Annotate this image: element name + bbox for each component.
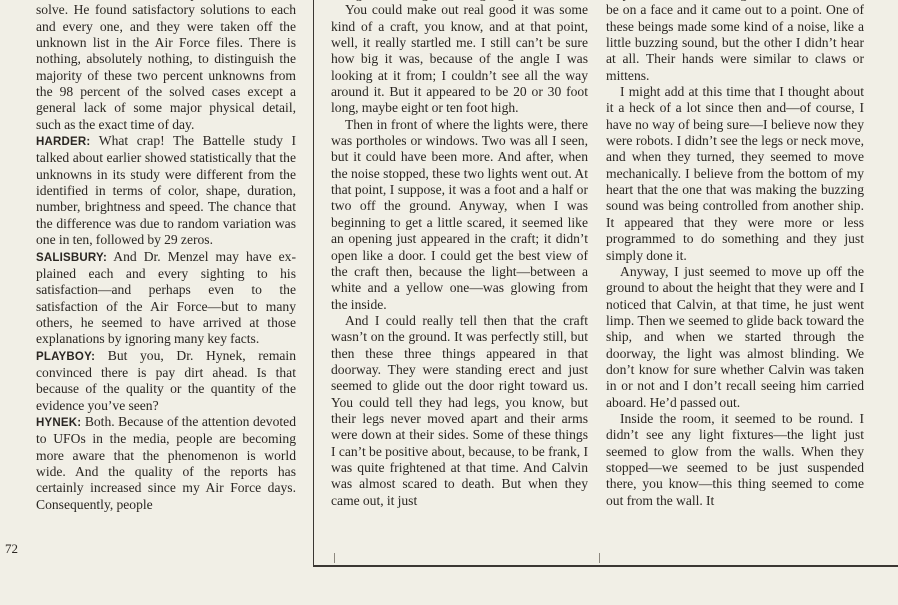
paragraph-text: And Dr. Menzel may have explained each and every sighting to his satisfaction—and perhaps even to the satisfaction of the Air Force—but to many others, he seemed to have arrived at those explanations by ignoring many key facts. [36, 248, 296, 347]
text-column-right [606, 0, 864, 567]
paragraph-text: You could make out real good it was some kind of a craft, you know, and at that point, well, it really startled me. I still can’t be sure how big it was, because of the angle I was looking at it from; I couldn’t see all the way around it. But it appeared to be 20 or 30 foot long, maybe eight or ten foot high. [331, 2, 588, 116]
body-paragraph [331, 313, 588, 509]
paragraph-text: Then in front of where the lights were, there was portholes or windows. Two was all I seen, but it could have been more. And after, when the noise stopped, these two lights went out. At that point, I suppose, it was a foot and a half or two off the ground. Anyway, when I was beginning to get a little scared, it seemed like an opening just appeared in the craft; it didn’t open like a door. I could get the best view of the craft then, because the light—between a white and a yellow one—was glowing from the inside. [331, 116, 588, 312]
paragraph-text: Inside the room, it seemed to be round. I didn’t see any light fixtures—the light just seemed to glow from the walls. When they stopped—we seemed to be just suspended there, you know—this thing seemed to come out from the wall. It [606, 410, 864, 508]
text-column-left [36, 0, 296, 567]
speaker-label: HARDER: [36, 136, 91, 149]
paragraph-text: And I could really tell then that the craft wasn’t on the ground. It was perfectly still, but then these three things appeared in that doorway. They were standing erect and just seemed to glide out the door right toward us. You could tell they had legs, you know, but their legs never moved apart and their arms were down at their sides. Some of these things I can’t be positive about, because, to be frank, I was quite frightened at that time. And Calvin was almost scared to death. But when they came out, it just [331, 312, 588, 508]
body-paragraph [331, 2, 588, 116]
body-paragraph [36, 249, 296, 348]
body-paragraph [36, 348, 296, 414]
body-paragraph [606, 0, 864, 84]
paragraph-text: be on a face and it came out to a point. One of these beings made some kind of a noise, like a little buzzing sound, but the other I didn’t hear at all. Their hands were similar to claws or mittens. [606, 2, 864, 83]
paragraph-text: solve. He found satisfactory solutions to each and every one, and they were taken off the unknown list in the Air Force files. There is nothing, absolutely nothing, to distinguish the majority of these two percent unknowns from the 98 percent of the solved cases except a general lack of some major physical detail, such as the exact time of day. [36, 2, 296, 132]
paragraph-text: Both. Because of the attention devoted to UFOs in the media, people are becoming more aware that the phenomenon is world wide. And the quality of the reports has certainly increased since my Air Force days. Consequently, people [36, 413, 296, 512]
paragraph-text: I might add at this time that I thought about it a heck of a lot since then and—of course, I have no way of being sure—I believe now they were robots. I didn’t see the legs or neck move, and when they turned, they seemed to move mechanically. I believe from the bottom of my heart that the one that was making the buzzing sound was being controlled from another ship. It appeared that they were more or less programmed to do something and they just simply done it. [606, 84, 864, 263]
body-paragraph [606, 84, 864, 264]
body-paragraph [606, 411, 864, 509]
speaker-label: SALISBURY: [36, 251, 107, 264]
paragraph-text: But you, Dr. Hynek, remain convinced there is pay dirt ahead. Is that because of the quality or the quantity of the evidence you’ve seen? [36, 347, 296, 413]
paragraph-text [345, 0, 528, 1]
body-paragraph [36, 0, 296, 133]
body-paragraph [606, 264, 864, 411]
body-paragraph [331, 117, 588, 313]
speaker-label: PLAYBOY: [36, 350, 96, 363]
page-number: 72 [5, 541, 18, 556]
body-paragraph [36, 133, 296, 248]
speaker-label: HYNEK: [36, 416, 82, 429]
column-divider-rule [313, 0, 314, 565]
paragraph-text: Anyway, I just seemed to move up off the ground to about the height that they were and I noticed that Calvin, at that time, he just went limp. Then we seemed to glide back toward the ship, and when we started through the doorway, the light was almost blinding. We don’t know for sure whether Calvin was taken in or not and I don’t recall seeing him carried aboard. He’d passed out. [606, 263, 864, 410]
body-paragraph [36, 414, 296, 513]
text-column-middle [331, 0, 588, 567]
paragraph-text: What crap! The Battelle study I talked about earlier showed statistically that the unknowns in its study were different from the identified in terms of color, shape, duration, number, brightness and speed. The chance that the difference was due to random variation was one in ten, followed by 29 zeros. [36, 133, 296, 248]
rule-tick-mark [599, 553, 600, 563]
